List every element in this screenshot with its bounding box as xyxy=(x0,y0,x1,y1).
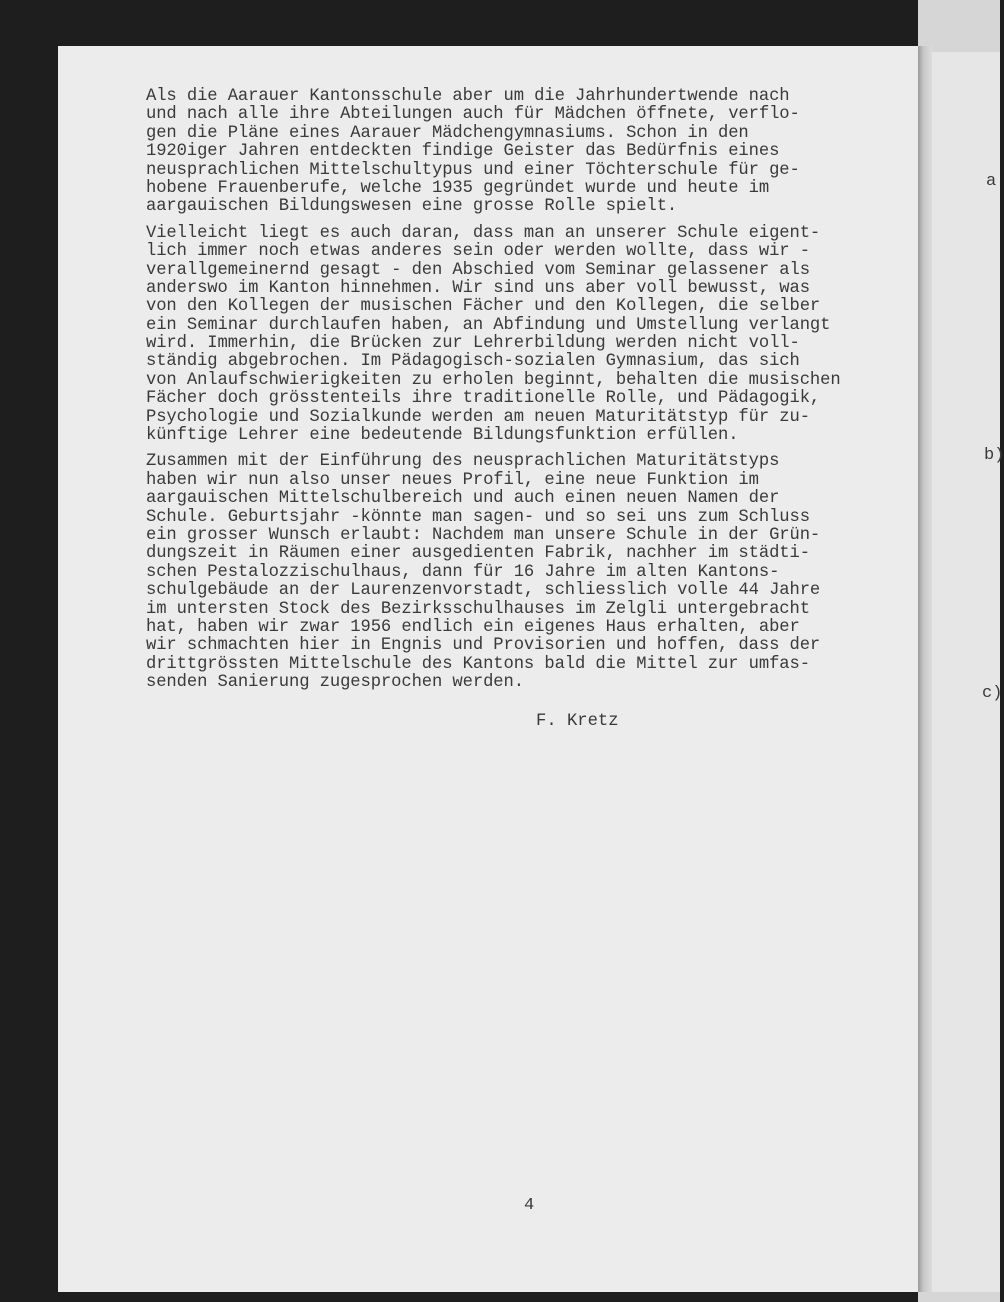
body-text xyxy=(146,88,926,693)
margin-label-a: a xyxy=(986,172,997,191)
text-line: verallgemeinernd gesagt - den Abschied vom Seminar gelassener als xyxy=(146,260,810,280)
text-line: wird. Immerhin, die Brücken zur Lehrerbildung werden nicht voll- xyxy=(146,334,800,354)
page-number: 4 xyxy=(524,1196,535,1215)
text-line: haben wir nun also unser neues Profil, eine neue Funktion im xyxy=(146,470,759,490)
text-line: wir schmachten hier in Engnis und Provisorien und hoffen, dass der xyxy=(146,636,821,656)
text-line: Als die Aarauer Kantonsschule aber um die Jahrhundertwende nach xyxy=(146,87,790,106)
text-line: ein Seminar durchlaufen haben, an Abfindung und Umstellung verlangt xyxy=(146,315,831,335)
text-line: drittgrössten Mittelschule des Kantons bald die Mittel zur umfas- xyxy=(146,654,810,674)
text-line: schen Pestalozzischulhaus, dann für 16 Jahre im alten Kantons- xyxy=(146,562,780,582)
text-line: hobene Frauenberufe, welche 1935 gegründet wurde und heute im xyxy=(146,178,770,198)
text-line: anderswo im Kanton hinnehmen. Wir sind uns aber voll bewusst, was xyxy=(146,278,810,298)
text-line: neusprachlichen Mittelschultypus und einer Töchterschule für ge- xyxy=(146,160,800,180)
paragraph xyxy=(146,453,926,692)
text-line: ständig abgebrochen. Im Pädagogisch-sozialen Gymnasium, das sich xyxy=(146,352,800,372)
text-line: aargauischen Mittelschulbereich und auch einen neuen Namen der xyxy=(146,489,780,509)
text-line: gen die Pläne eines Aarauer Mädchengymnasiums. Schon in den xyxy=(146,123,749,143)
text-line: im untersten Stock des Bezirksschulhauses im Zelgli untergebracht xyxy=(146,599,810,619)
paragraph xyxy=(146,88,926,217)
text-line: schulgebäude an der Laurenzenvorstadt, schliesslich volle 44 Jahre xyxy=(146,581,821,601)
text-line: hat, haben wir zwar 1956 endlich ein eigenes Haus erhalten, aber xyxy=(146,617,800,637)
text-line: 1920iger Jahren entdeckten findige Geister das Bedürfnis eines xyxy=(146,142,780,162)
text-line: dungszeit in Räumen einer ausgedienten Fabrik, nachher im städti- xyxy=(146,544,810,564)
author-signature: F. Kretz xyxy=(536,712,619,731)
text-line: ein grosser Wunsch erlaubt: Nachdem man unsere Schule in der Grün- xyxy=(146,525,821,545)
text-line: Psychologie und Sozialkunde werden am neuen Maturitätstyp für zu- xyxy=(146,407,810,427)
text-line: und nach alle ihre Abteilungen auch für Mädchen öffnete, verflo- xyxy=(146,105,800,125)
margin-label-b: b) xyxy=(984,446,1004,465)
text-line: Vielleicht liegt es auch daran, dass man an unserer Schule eigent- xyxy=(146,223,821,243)
adjacent-page xyxy=(932,52,1003,1292)
text-line: Zusammen mit der Einführung des neusprachlichen Maturitätstyps xyxy=(146,452,780,472)
text-line: Schule. Geburtsjahr -könnte man sagen- und so sei uns zum Schluss xyxy=(146,507,810,527)
margin-label-c: c) xyxy=(982,684,1003,703)
text-line: Fächer doch grösstenteils ihre traditionelle Rolle, und Pädagogik, xyxy=(146,389,821,409)
paragraph xyxy=(146,225,926,446)
text-line: lich immer noch etwas anderes sein oder werden wollte, dass wir - xyxy=(146,242,810,262)
text-line: von Anlaufschwierigkeiten zu erholen beginnt, behalten die musischen xyxy=(146,370,841,390)
text-line: aargauischen Bildungswesen eine grosse Rolle spielt. xyxy=(146,197,678,217)
text-line: senden Sanierung zugesprochen werden. xyxy=(146,673,524,693)
text-line: von den Kollegen der musischen Fächer und den Kollegen, die selber xyxy=(146,297,821,317)
text-line: künftige Lehrer eine bedeutende Bildungsfunktion erfüllen. xyxy=(146,426,739,446)
